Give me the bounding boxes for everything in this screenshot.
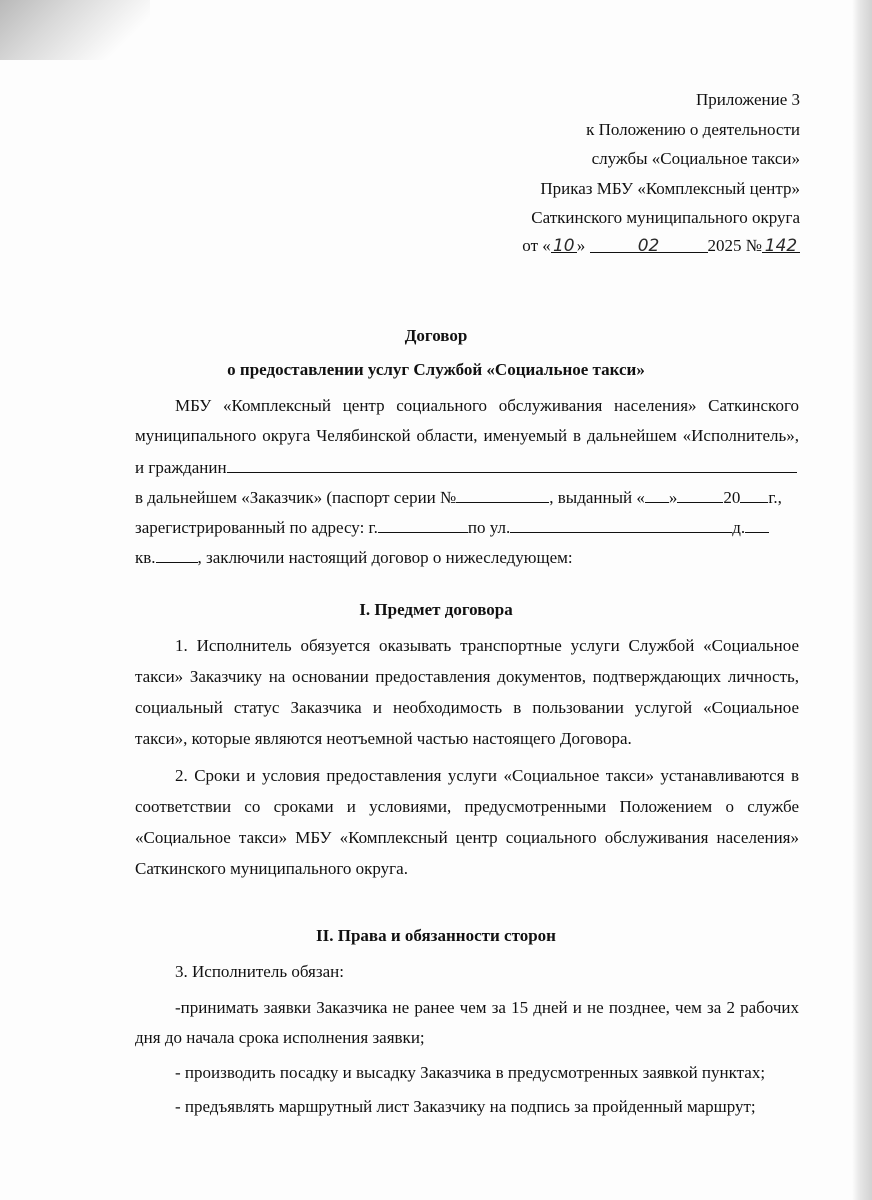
intro-line-4 — [135, 486, 799, 508]
scan-shadow — [0, 0, 150, 60]
date-day-handwritten: 10 — [551, 236, 577, 253]
section-2-item-3: 3. Исполнитель обязан: — [175, 962, 344, 981]
address-house-label: д. — [732, 518, 746, 537]
order-date-line — [522, 236, 800, 256]
order-number-handwritten: 142 — [762, 236, 800, 253]
section-1-p1-line-3: социальный статус Заказчика и необходимость в пользовании услугой «Социальное — [135, 698, 799, 717]
address-house-blank — [745, 516, 769, 533]
appendix-order: Приказ МБУ «Комплексный центр» — [540, 179, 800, 198]
apartment-label: кв. — [135, 548, 156, 567]
intro-line-5 — [135, 516, 799, 538]
date-year: 2025 № — [707, 236, 762, 255]
section-1-p1-line-1: 1. Исполнитель обязуется оказывать транспортные услуги Службой «Социальное — [175, 636, 799, 655]
issued-close: » — [668, 488, 678, 507]
section-2-bullet-2: - производить посадку и высадку Заказчика в предусмотренных заявкой пунктах; — [175, 1063, 766, 1082]
intro-line-6 — [135, 546, 799, 568]
agreement-clause: , заключили настоящий договор о нижеследующем: — [197, 548, 573, 567]
address-street-blank — [510, 516, 732, 533]
appendix-service: службы «Социальное такси» — [591, 149, 800, 168]
address-city-blank — [378, 516, 468, 533]
apartment-blank — [156, 546, 198, 563]
date-month-handwritten: 02 — [590, 236, 708, 253]
issued-label: , выданный « — [549, 488, 645, 507]
section-1-p2-line-3: «Социальное такси» МБУ «Комплексный центр социального обслуживания населения» — [135, 828, 799, 847]
section-2-bullet-3: - предъявлять маршрутный лист Заказчику на подпись за пройденный маршрут; — [175, 1097, 756, 1116]
issued-century: 20 — [723, 488, 741, 507]
intro-line-2: муниципального округа Челябинской области, именуемый в дальнейшем «Исполнитель», — [135, 426, 799, 445]
passport-label: в дальнейшем «Заказчик» (паспорт серии № — [135, 488, 457, 507]
appendix-district: Саткинского муниципального округа — [531, 208, 800, 227]
passport-series-blank — [456, 486, 549, 503]
intro-line-3 — [135, 456, 799, 478]
citizen-label: и гражданин — [135, 458, 227, 477]
doc-title: Договор — [404, 326, 468, 345]
doc-subtitle: о предоставлении услуг Службой «Социальное такси» — [227, 360, 645, 379]
section-1-heading: I. Предмет договора — [359, 600, 513, 619]
issued-month-blank — [677, 486, 723, 503]
date-prefix: от « — [522, 236, 551, 255]
date-close: » — [576, 236, 586, 255]
intro-line-1: МБУ «Комплексный центр социального обслуживания населения» Саткинского — [175, 396, 799, 415]
section-2-bullet-1-line-1: -принимать заявки Заказчика не ранее чем за 15 дней и не позднее, чем за 2 рабочих — [175, 998, 799, 1017]
section-1-p2-line-2: соответствии со сроками и условиями, предусмотренными Положением о службе — [135, 797, 799, 816]
appendix-regulation: к Положению о деятельности — [586, 120, 800, 139]
section-1-p2-line-4: Саткинского муниципального округа. — [135, 859, 408, 878]
issued-year-blank — [740, 486, 768, 503]
citizen-name-blank — [227, 456, 797, 473]
issued-year-suffix: г., — [768, 488, 782, 507]
section-1-p1-line-4: такси», которые являются неотъемной частью настоящего Договора. — [135, 729, 632, 748]
section-1-p2-line-1: 2. Сроки и условия предоставления услуги «Социальное такси» устанавливаются в — [175, 766, 799, 785]
appendix-number: Приложение 3 — [696, 90, 800, 109]
address-city-label: зарегистрированный по адресу: г. — [135, 518, 378, 537]
address-street-label: по ул. — [467, 518, 511, 537]
section-2-heading: II. Права и обязанности сторон — [316, 926, 556, 945]
section-1-p1-line-2: такси» Заказчику на основании предоставления документов, подтверждающих личность, — [135, 667, 799, 686]
issued-day-blank — [645, 486, 669, 503]
section-2-bullet-1-line-2: дня до начала срока исполнения заявки; — [135, 1028, 425, 1047]
